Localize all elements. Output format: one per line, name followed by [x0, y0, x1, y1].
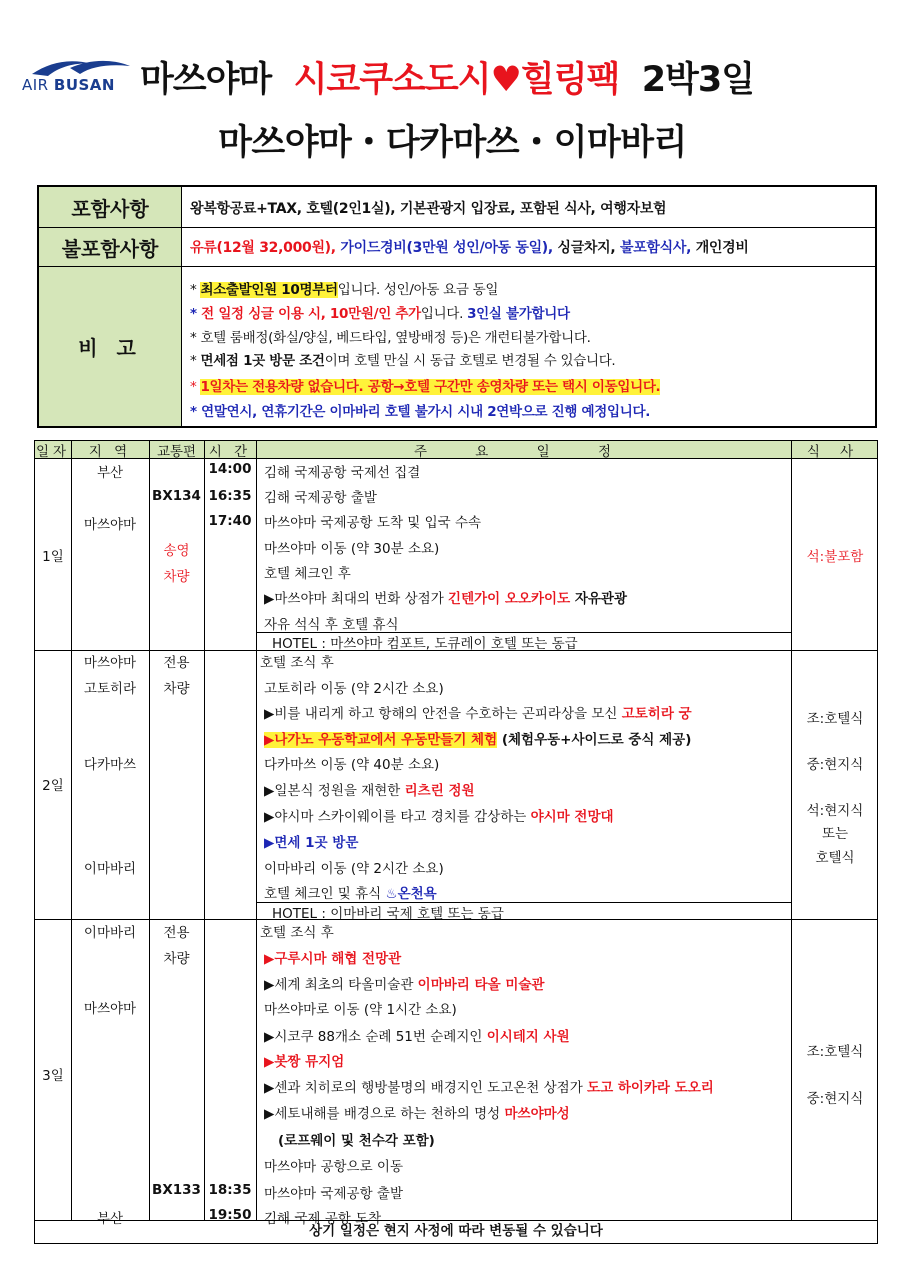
day2-transport-b: 차량 — [163, 681, 190, 697]
day3-item: ▶봇짱 뮤지엄 — [264, 1054, 345, 1070]
day1-item: 호텔 체크인 후 — [264, 566, 351, 582]
day2-area: 마쓰야마 — [83, 655, 137, 671]
day3-meal: 중:현지식 — [806, 1091, 864, 1107]
day2-item: ▶면세 1곳 방문 — [264, 835, 359, 851]
hot-spring-icon: ♨온천욕 — [385, 886, 437, 902]
day2-meal: 조:호텔식 — [806, 711, 864, 727]
page-title: 마쓰야마 시코쿠소도시♥힐링팩 2박3일 — [140, 60, 755, 100]
day3-item: ▶시코쿠 88개소 순례 51번 순례지인 이시테지 사원 — [264, 1029, 570, 1045]
day2-item: ▶일본식 정원을 재현한 리츠린 정원 — [264, 783, 475, 799]
page-subtitle: 마쓰야마・다카마쓰・이마바리 — [218, 123, 687, 163]
day1-area-busan: 부산 — [96, 465, 124, 481]
day3-meal: 조:호텔식 — [806, 1044, 864, 1060]
day3-time-1: 18:35 — [208, 1182, 252, 1198]
day2-hotel: HOTEL : 이마바리 국제 호텔 또는 동급 — [272, 906, 504, 922]
day2-area: 고토히라 — [83, 681, 137, 697]
day3-item: ▶센과 치히로의 행방불명의 배경지인 도고온천 상점가 도고 하이카라 도오리 — [264, 1080, 714, 1096]
day1-flight: BX134 — [152, 488, 201, 504]
note-min-participants: * 최소출발인원 10명부터입니다. 성인/아동 요금 동일 — [190, 282, 499, 298]
included-label: 포함사항 — [39, 187, 182, 227]
excluded-text: 유류(12월 32,000원), 가이드경비(3만원 성인/아동 동일), 싱글차지, 불포함식사, 개인경비 — [190, 240, 749, 256]
col-day-header: 일자 — [35, 441, 71, 459]
heart-icon: ♥ — [490, 60, 521, 100]
day2-item: 호텔 체크인 및 휴식 ♨온천욕 — [264, 886, 437, 902]
day2-item: ▶나가노 우동학교에서 우동만들기 체험 (체험우동+사이드로 중식 제공) — [264, 732, 692, 748]
logo-text: AIR BUSAN — [22, 76, 115, 94]
day3-item: 김해 국제 공항 도착 — [264, 1211, 382, 1227]
day3-area: 부산 — [96, 1211, 124, 1227]
day2-meal: 석:현지식 — [806, 803, 864, 819]
col-meal-header: 식 사 — [791, 441, 877, 459]
air-busan-logo — [22, 56, 130, 100]
day1-area-matsuyama: 마쓰야마 — [83, 517, 137, 533]
day1-label: 1일 — [42, 549, 64, 565]
day2-item: ▶비를 내리게 하고 항해의 안전을 수호하는 곤피라상을 모신 고토히라 궁 — [264, 706, 692, 722]
note-day1: * 1일차는 전용차량 없습니다. 공항→호텔 구간만 송영차량 또는 택시 이동입니다. — [190, 379, 661, 395]
day3-item: 마쓰야마 공항으로 이동 — [264, 1159, 403, 1175]
bird-logo-icon — [30, 56, 138, 78]
day2-meal: 중:현지식 — [806, 757, 864, 773]
col-transport-header: 교통편 — [149, 441, 204, 459]
note-single: * 전 일정 싱글 이용 시, 10만원/인 추가입니다. 3인실 불가합니다 — [190, 306, 570, 322]
day1-item: 자유 석식 후 호텔 휴식 — [264, 617, 399, 633]
day2-item: ▶야시마 스카이웨이를 타고 경치를 감상하는 야시마 전망대 — [264, 809, 614, 825]
col-itinerary-header: 주 요 일 정 — [256, 441, 791, 459]
day3-area: 이마바리 — [83, 925, 137, 941]
day2-transport-a: 전용 — [163, 655, 190, 671]
day3-transport-b: 차량 — [163, 951, 190, 967]
day2-item: 고토히라 이동 (약 2시간 소요) — [264, 681, 444, 697]
note-holiday: * 연말연시, 연휴기간은 이마바리 호텔 불가시 시내 2연박으로 진행 예정입니다. — [190, 404, 651, 420]
day2-item: 호텔 조식 후 — [260, 655, 334, 671]
day1-item: 김해 국제공항 국제선 집결 — [264, 465, 421, 481]
schedule-footer: 상기 일정은 현지 사정에 따라 변동될 수 있습니다 — [35, 1220, 877, 1243]
day3-item: 호텔 조식 후 — [260, 925, 334, 941]
day2-meal: 또는 — [821, 826, 849, 842]
day3-item: (로프웨이 및 천수각 포함) — [278, 1133, 435, 1149]
day1-time-1: 14:00 — [208, 461, 252, 477]
day3-label: 3일 — [42, 1068, 64, 1084]
day1-transport-a: 송영 — [163, 543, 190, 559]
day2-item: 이마바리 이동 (약 2시간 소요) — [264, 861, 444, 877]
remarks-label: 비 고 — [39, 267, 182, 426]
day3-time-2: 19:50 — [208, 1207, 252, 1223]
day3-item: ▶구루시마 해협 전망관 — [264, 951, 402, 967]
note-room: * 호텔 룸배정(화실/양실, 베드타입, 옆방배정 등)은 개런티불가합니다. — [190, 330, 591, 346]
day2-area: 다카마쓰 — [83, 757, 137, 773]
day3-flight: BX133 — [152, 1182, 201, 1198]
day2-meal: 호텔식 — [815, 850, 855, 866]
col-time-header: 시 간 — [204, 441, 256, 459]
day1-transport-b: 차량 — [163, 569, 190, 585]
day2-area: 이마바리 — [83, 861, 137, 877]
col-area-header: 지 역 — [71, 441, 149, 459]
day1-time-3: 17:40 — [208, 513, 252, 529]
info-table — [37, 185, 877, 428]
day1-item: 마쓰야마 국제공항 도착 및 입국 수속 — [264, 515, 482, 531]
day2-label: 2일 — [42, 778, 64, 794]
day3-item: ▶세토내해를 배경으로 하는 천하의 명성 마쓰야마성 — [264, 1106, 570, 1122]
excluded-label: 불포함사항 — [39, 228, 182, 266]
day3-item: 마쓰야마로 이동 (약 1시간 소요) — [264, 1002, 457, 1018]
day3-transport-a: 전용 — [163, 925, 190, 941]
included-text: 왕복항공료+TAX, 호텔(2인1실), 기본관광지 입장료, 포함된 식사, 여행자보험 — [190, 201, 667, 217]
day1-item: ▶마쓰야마 최대의 번화 상점가 긴텐가이 오오카이도 자유관광 — [264, 591, 627, 607]
day1-item: 마쓰야마 이동 (약 30분 소요) — [264, 541, 440, 557]
day1-meal: 석:불포함 — [806, 549, 864, 565]
day1-hotel: HOTEL : 마쓰야마 컴포트, 도큐레이 호텔 또는 동급 — [272, 636, 578, 652]
day3-item: ▶세계 최초의 타올미술관 이마바리 타올 미술관 — [264, 977, 545, 993]
day3-item: 마쓰야마 국제공항 출발 — [264, 1186, 403, 1202]
note-duty-free: * 면세점 1곳 방문 조건이며 호텔 만실 시 동급 호텔로 변경될 수 있습니다. — [190, 353, 616, 369]
day3-area: 마쓰야마 — [83, 1001, 137, 1017]
day1-time-2: 16:35 — [208, 488, 252, 504]
day2-item: 다카마쓰 이동 (약 40분 소요) — [264, 757, 440, 773]
day1-item: 김해 국제공항 출발 — [264, 490, 377, 506]
schedule-table — [34, 440, 878, 1244]
